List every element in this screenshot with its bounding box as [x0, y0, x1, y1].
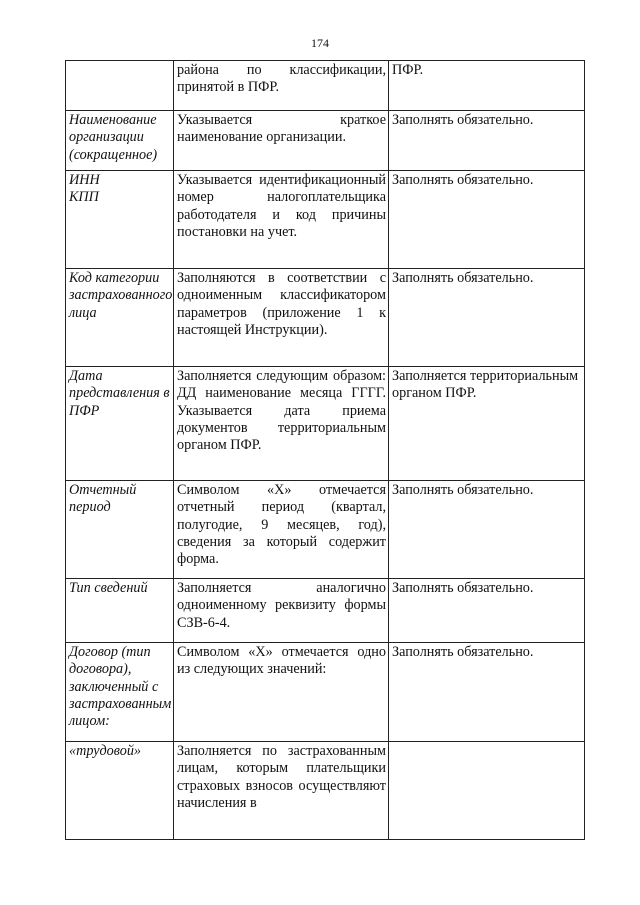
field-name-cell: Код категории застрахованного лица: [66, 269, 174, 367]
fill-rule-cell: Заполнять обязательно.: [389, 269, 585, 367]
fill-rule-cell: ПФР.: [389, 61, 585, 111]
description-cell: района по классификации, принятой в ПФР.: [174, 61, 389, 111]
description-cell: Заполняются в соответствии с одноименным классификатором параметров (приложение 1 к настоящей Инструкции).: [174, 269, 389, 367]
page-number: 174: [311, 36, 329, 50]
field-name-cell: Дата представления в ПФР: [66, 367, 174, 481]
field-name-cell: Наименование организации (сокращенное): [66, 111, 174, 171]
fill-rule-cell: Заполняется территориальным органом ПФР.: [389, 367, 585, 481]
field-name-cell: Договор (тип договора), заключенный с застрахованным лицом:: [66, 643, 174, 742]
description-cell: Указывается идентификационный номер налогоплательщика работодателя и код причины постановки на учет.: [174, 171, 389, 269]
table-row: [66, 367, 585, 481]
description-cell: Заполняется по застрахованным лицам, которым плательщики страховых взносов осуществляют начисления в: [174, 742, 389, 840]
field-name-cell: ИНН КПП: [66, 171, 174, 269]
description-cell: Указывается краткое наименование организации.: [174, 111, 389, 171]
instruction-table: [65, 60, 585, 840]
table-row: [66, 269, 585, 367]
table-row: [66, 742, 585, 840]
table-row: [66, 111, 585, 171]
description-cell: Символом «Х» отмечается отчетный период (квартал, полугодие, 9 месяцев, год), сведения за который содержит форма.: [174, 481, 389, 579]
fill-rule-cell: [389, 742, 585, 840]
table-row: [66, 579, 585, 643]
field-name-cell: Тип сведений: [66, 579, 174, 643]
fill-rule-cell: Заполнять обязательно.: [389, 643, 585, 742]
fill-rule-cell: Заполнять обязательно.: [389, 171, 585, 269]
fill-rule-cell: Заполнять обязательно.: [389, 481, 585, 579]
description-cell: Заполняется аналогично одноименному реквизиту формы СЗВ-6-4.: [174, 579, 389, 643]
fill-rule-cell: Заполнять обязательно.: [389, 111, 585, 171]
table-row: [66, 643, 585, 742]
description-cell: Символом «Х» отмечается одно из следующих значений:: [174, 643, 389, 742]
field-name-cell: «трудовой»: [66, 742, 174, 840]
table-row: [66, 171, 585, 269]
fill-rule-cell: Заполнять обязательно.: [389, 579, 585, 643]
field-name-cell: [66, 61, 174, 111]
table-row: [66, 481, 585, 579]
table-row: [66, 61, 585, 111]
description-cell: Заполняется следующим образом: ДД наименование месяца ГГГГ. Указывается дата приема документов территориальным органом ПФР.: [174, 367, 389, 481]
field-name-cell: Отчетный период: [66, 481, 174, 579]
